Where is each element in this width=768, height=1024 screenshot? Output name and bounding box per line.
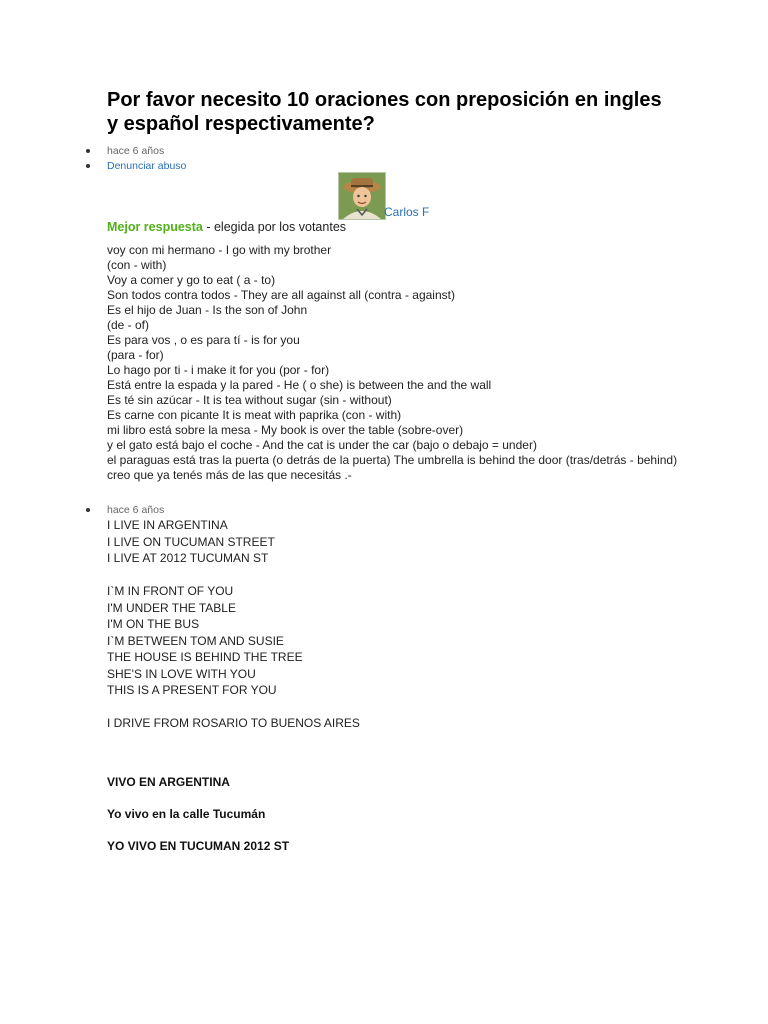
answer-line: I DRIVE FROM ROSARIO TO BUENOS AIRES	[107, 716, 360, 730]
answer-line: Lo hago por ti - i make it for you (por - for)	[107, 363, 330, 377]
answer-line: I'M ON THE BUS	[107, 617, 200, 631]
second-answer-meta	[86, 503, 164, 518]
second-answer-time: hace 6 años	[107, 504, 165, 516]
best-answer-chosen-by: - elegida por los votantes	[202, 220, 347, 234]
answer-line: voy con mi hermano - I go with my brother	[107, 243, 332, 257]
answer-line: (de - of)	[107, 318, 150, 332]
answer-line: (para - for)	[107, 348, 164, 362]
author-name-link[interactable]: Carlos F	[384, 205, 430, 219]
author-avatar[interactable]	[338, 172, 386, 220]
question-meta	[86, 144, 186, 174]
report-abuse-link[interactable]: Denunciar abuso	[107, 160, 187, 172]
best-answer-header	[107, 220, 346, 234]
answer-line: THE HOUSE IS BEHIND THE TREE	[107, 650, 303, 664]
answer-line: Está entre la espada y la pared - He ( o she) is between the and the wall	[107, 378, 492, 392]
question-title: Por favor necesito 10 oraciones con preposición en ingles y español respectivamente?	[107, 89, 662, 135]
bold-line: VIVO EN ARGENTINA	[107, 775, 230, 789]
answer-line: SHE'S IN LOVE WITH YOU	[107, 666, 256, 681]
bullet-icon	[86, 164, 90, 168]
answer-line: I LIVE ON TUCUMAN STREET	[107, 534, 275, 549]
avatar-icon	[339, 173, 385, 219]
answer-line: I LIVE IN ARGENTINA	[107, 518, 228, 532]
answer-line: mi libro está sobre la mesa - My book is over the table (sobre-over)	[107, 423, 464, 437]
answer-line: el paraguas está tras la puerta (o detrás de la puerta) The umbrella is behind the door (tras/detrás - behind)	[107, 453, 678, 467]
question-time-item	[86, 144, 186, 159]
answer-line: Es té sin azúcar - It is tea without sugar (sin - without)	[107, 393, 392, 407]
question-time: hace 6 años	[107, 145, 165, 157]
answer-line: Son todos contra todos - They are all against all (contra - against)	[107, 288, 455, 302]
best-answer-body	[107, 243, 697, 483]
best-answer-label: Mejor respuesta	[107, 220, 203, 234]
answer-line: Es para vos , o es para tí - is for you	[107, 333, 300, 347]
answer-line: creo que ya tenés más de las que necesitás .-	[107, 468, 352, 482]
bullet-icon	[86, 508, 90, 512]
report-item[interactable]	[86, 159, 186, 174]
spacer	[107, 699, 607, 716]
answer-line: y el gato está bajo el coche - And the cat is under the car (bajo o debajo = under)	[107, 438, 537, 452]
second-answer-time-item	[86, 503, 164, 518]
spacer	[107, 567, 607, 584]
answer-line: Es el hijo de Juan - Is the son of John	[107, 303, 308, 317]
bold-line: YO VIVO EN TUCUMAN 2012 ST	[107, 839, 290, 853]
answer-line: THIS IS A PRESENT FOR YOU	[107, 683, 277, 697]
answer-line: Voy a comer y go to eat ( a - to)	[107, 273, 276, 287]
bold-line: Yo vivo en la calle Tucumán	[107, 807, 266, 821]
answer-line: Es carne con picante It is meat with paprika (con - with)	[107, 408, 402, 422]
answer-line: I`M IN FRONT OF YOU	[107, 584, 234, 598]
answer-line: I'M UNDER THE TABLE	[107, 600, 236, 615]
answer-line: I LIVE AT 2012 TUCUMAN ST	[107, 551, 269, 565]
answer-line: (con - with)	[107, 258, 167, 272]
second-answer-body	[107, 517, 607, 732]
answer-line: I`M BETWEEN TOM AND SUSIE	[107, 633, 284, 648]
bullet-icon	[86, 149, 90, 153]
